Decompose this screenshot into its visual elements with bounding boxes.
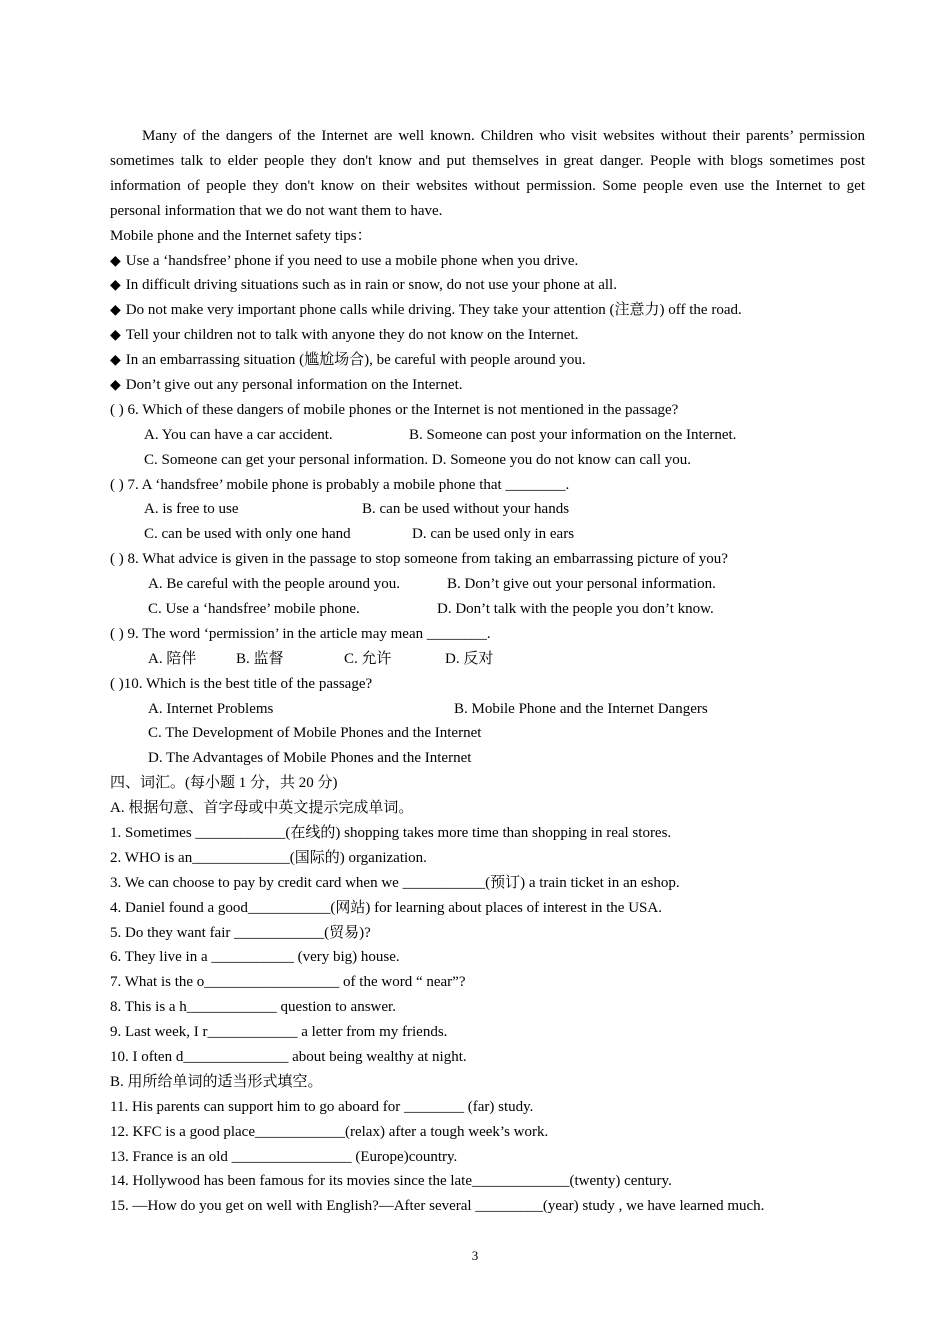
tip-item: ◆ Use a ‘handsfree’ phone if you need to use a mobile phone when you drive.: [110, 249, 865, 274]
vocab-item: 8. This is a h____________ question to answer.: [110, 999, 396, 1016]
tip-item: ◆ In an embarrassing situation (尴尬场合), be careful with people around you.: [110, 348, 865, 373]
question-7-options-row: [110, 522, 865, 547]
tip-item: ◆ In difficult driving situations such as in rain or snow, do not use your phone at all.: [110, 273, 865, 298]
question-9-stem: ( ) 9. The word ‘permission’ in the article may mean ________.: [110, 625, 491, 642]
question-10-stem: ( )10. Which is the best title of the passage?: [110, 675, 373, 692]
option-b: B. can be used without your hands: [362, 501, 570, 518]
document-body: [110, 124, 865, 1219]
option-a: A. You can have a car accident.: [144, 426, 333, 443]
passage-paragraph: Many of the dangers of the Internet are well known. Children who visit websites without their parents’ permission sometimes talk to elder people they don't know and put themselves in great danger. People with blogs sometimes post information of people they don't know on their websites without permission. Some people even use the Internet to get personal information that we do not want them to have.: [110, 128, 865, 219]
option-a: A. 陪伴: [148, 650, 197, 667]
tip-item: ◆ Don’t give out any personal information on the Internet.: [110, 373, 865, 398]
form-item: 15. —How do you get on well with English?—After several _________(year) study , we have learned much.: [110, 1198, 765, 1215]
option-b: B. Someone can post your information on the Internet.: [409, 426, 737, 443]
option-c: C. The Development of Mobile Phones and the Internet: [148, 725, 482, 742]
option-b: B. Don’t give out your personal information.: [447, 576, 716, 593]
vocab-item: 9. Last week, I r____________ a letter from my friends.: [110, 1024, 448, 1041]
option-a: A. Be careful with the people around you.: [148, 576, 401, 593]
form-item: 14. Hollywood has been famous for its movies since the late_____________(twenty) century.: [110, 1173, 672, 1190]
form-item: 11. His parents can support him to go aboard for ________ (far) study.: [110, 1098, 534, 1115]
question-9-options-row: [110, 647, 865, 672]
vocab-item: 5. Do they want fair ____________(贸易)?: [110, 924, 371, 941]
question-10-options-row: [110, 697, 865, 722]
option-d: D. can be used only in ears: [412, 526, 575, 543]
vocab-item: 10. I often d______________ about being wealthy at night.: [110, 1049, 467, 1066]
option-c: C. can be used with only one hand: [144, 526, 351, 543]
option-d: D. The Advantages of Mobile Phones and the Internet: [148, 750, 472, 767]
option-d: D. Don’t talk with the people you don’t know.: [437, 600, 714, 617]
vocab-item: 4. Daniel found a good___________(网站) for learning about places of interest in the USA.: [110, 899, 662, 916]
tip-item: ◆ Do not make very important phone calls while driving. They take your attention (注意力) off the road.: [110, 298, 865, 323]
question-6-options-row: [110, 448, 865, 473]
vocab-item: 2. WHO is an_____________(国际的) organization.: [110, 849, 427, 866]
page-number: 3: [471, 1248, 479, 1263]
form-item: 12. KFC is a good place____________(relax) after a tough week’s work.: [110, 1123, 549, 1140]
option-b: B. 监督: [236, 650, 284, 667]
part-a-title: A. 根据句意、首字母或中英文提示完成单词。: [110, 800, 414, 817]
option-c: C. Someone can get your personal information.: [144, 451, 429, 468]
question-8-stem: ( ) 8. What advice is given in the passage to stop someone from taking an embarrassing picture of you?: [110, 551, 728, 568]
option-c: C. 允许: [344, 650, 392, 667]
form-item: 13. France is an old ________________ (Europe)country.: [110, 1148, 458, 1165]
option-c: C. Use a ‘handsfree’ mobile phone.: [148, 600, 360, 617]
part-b-title: B. 用所给单词的适当形式填空。: [110, 1073, 323, 1090]
section-4-title: 四、词汇。(每小题 1 分，共 20 分): [110, 775, 338, 792]
option-a: A. Internet Problems: [148, 700, 274, 717]
tips-title: Mobile phone and the Internet safety tips：: [110, 227, 372, 244]
question-8-options-row: [110, 572, 865, 597]
vocab-item: 1. Sometimes ____________(在线的) shopping takes more time than shopping in real stores.: [110, 825, 672, 841]
tip-item: ◆ Tell your children not to talk with anyone they do not know on the Internet.: [110, 323, 865, 348]
question-6-stem: ( ) 6. Which of these dangers of mobile phones or the Internet is not mentioned in the passage?: [110, 401, 679, 418]
vocab-item: 6. They live in a ___________ (very big) house.: [110, 949, 400, 966]
question-7-options-row: [110, 497, 865, 522]
vocab-item: 7. What is the o__________________ of the word “ near”?: [110, 974, 466, 991]
option-a: A. is free to use: [144, 501, 239, 518]
option-d: D. Someone you do not know can call you.: [431, 451, 691, 468]
option-d: D. 反对: [445, 650, 494, 667]
question-6-options-row: [110, 423, 865, 448]
option-b: B. Mobile Phone and the Internet Dangers: [454, 700, 708, 717]
question-7-stem: ( ) 7. A ‘handsfree’ mobile phone is probably a mobile phone that ________.: [110, 476, 570, 493]
question-8-options-row: [110, 597, 865, 622]
vocab-item: 3. We can choose to pay by credit card when we ___________(预订) a train ticket in an eshop.: [110, 874, 680, 891]
